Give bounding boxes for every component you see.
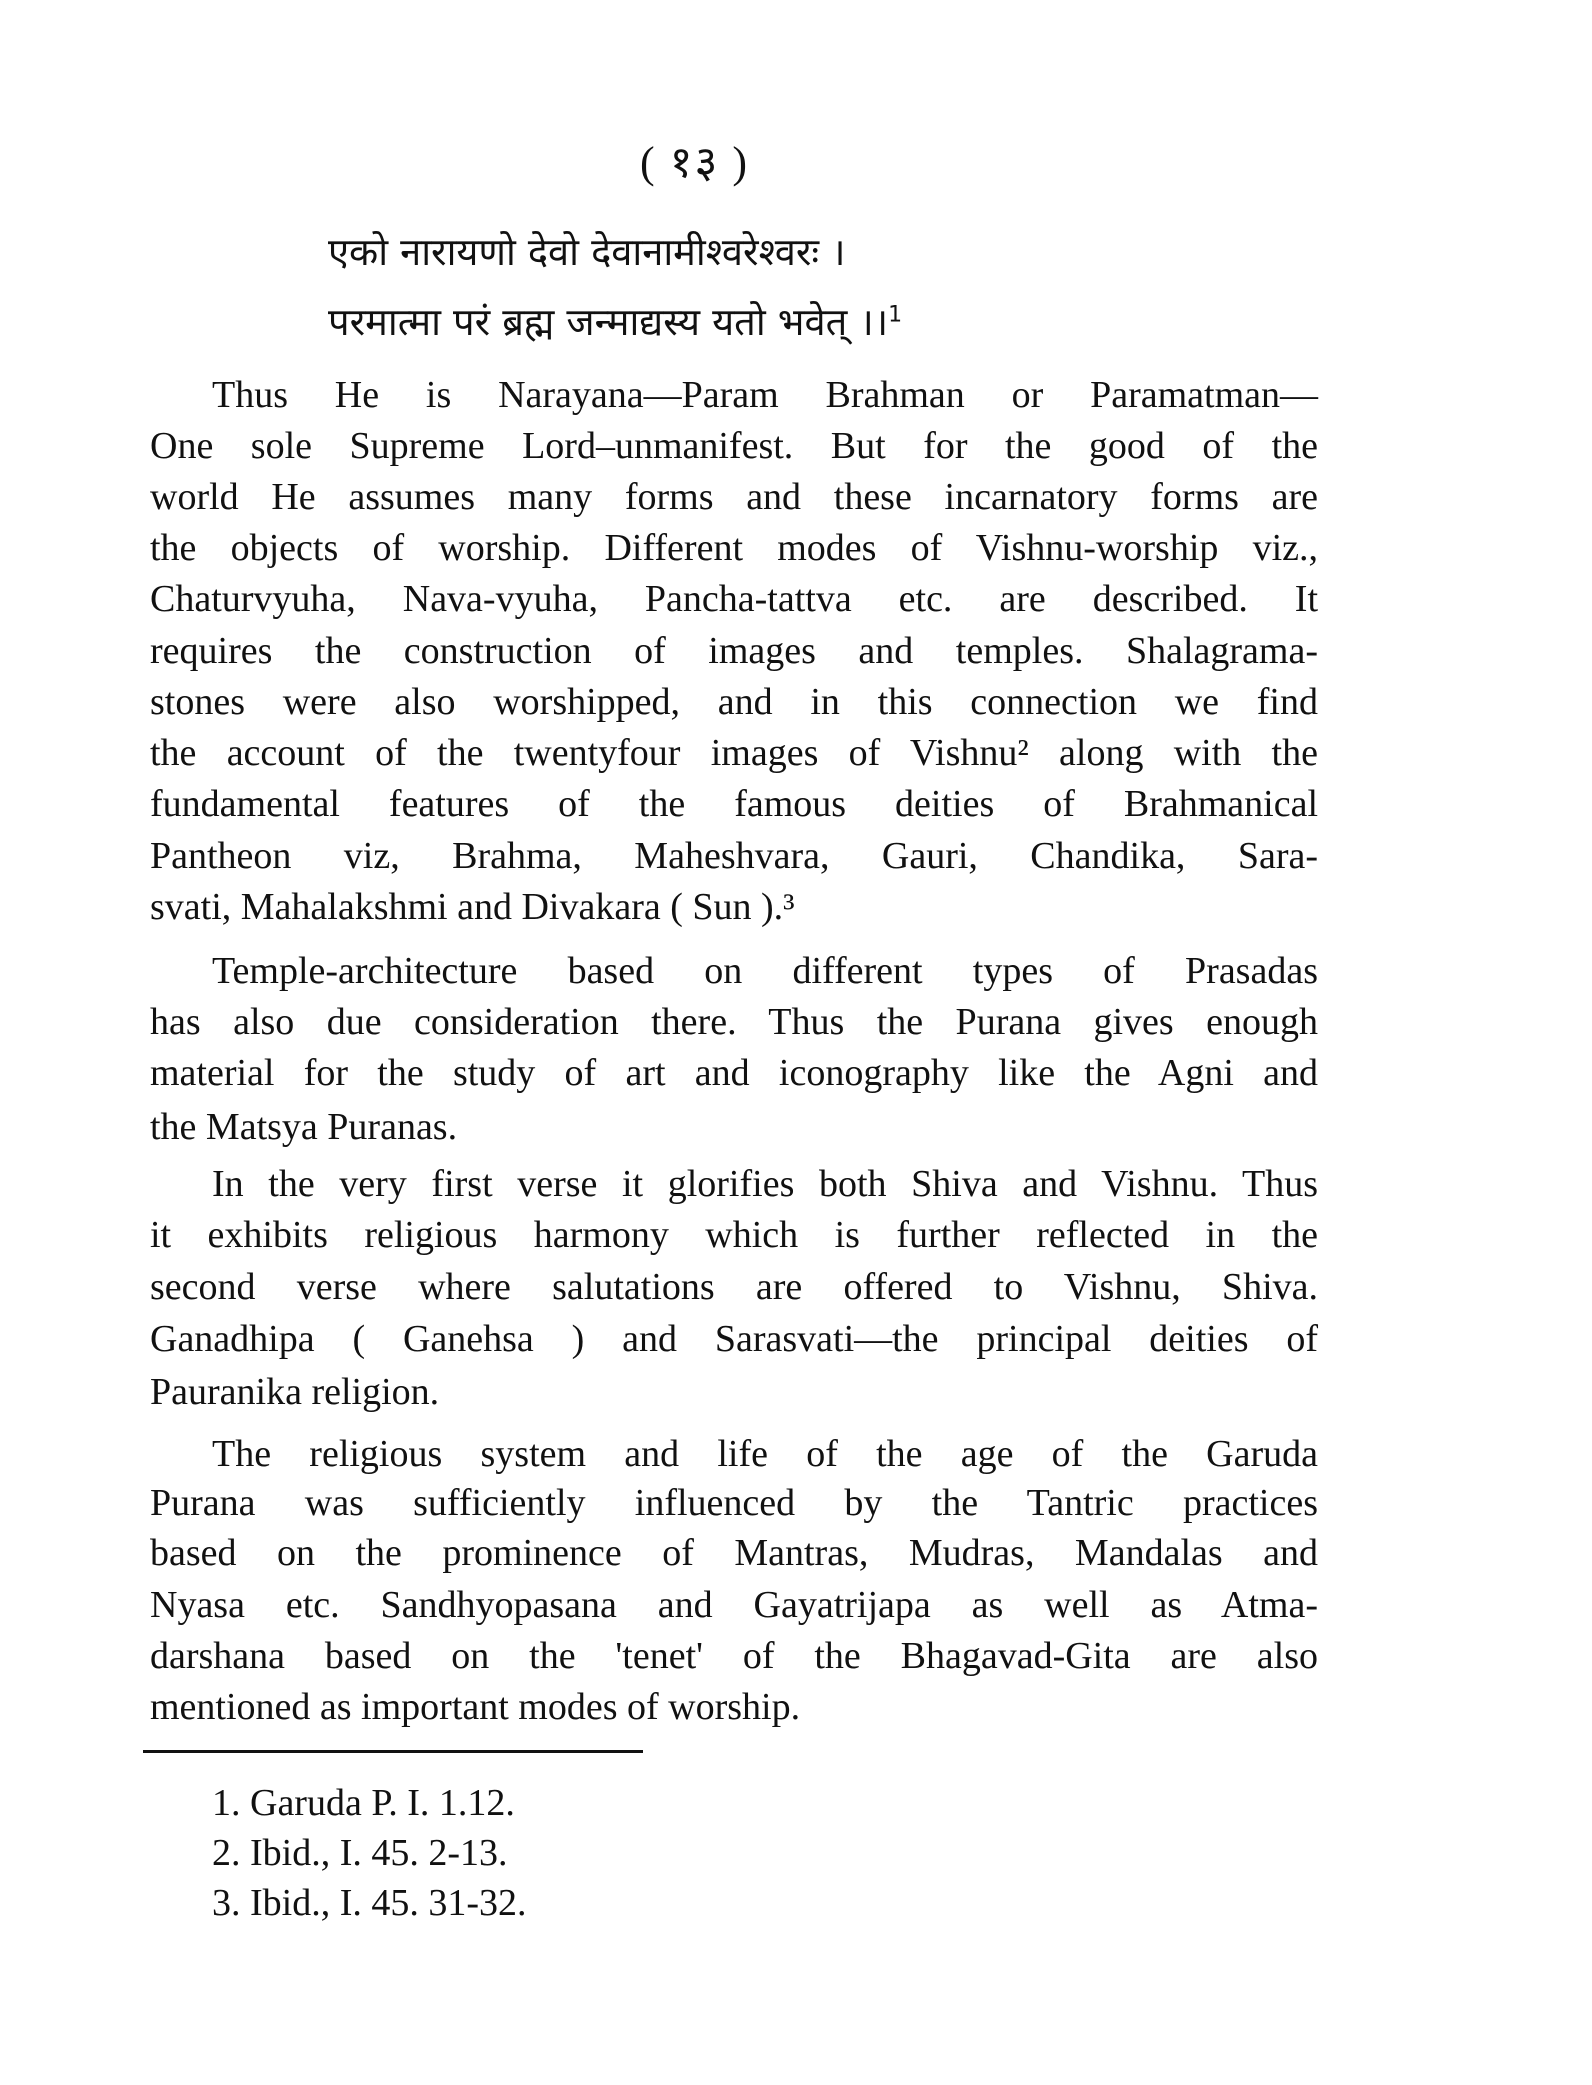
paragraph-3-line: it exhibits religious harmony which is further reflected in the	[150, 1214, 1318, 1256]
paragraph-4-line: darshana based on the 'tenet' of the Bhagavad-Gita are also	[150, 1635, 1318, 1677]
verse-text: परमात्मा परं ब्रह्म जन्माद्यस्य यतो भवेत् ।।	[328, 300, 889, 344]
paragraph-4-line: mentioned as important modes of worship.	[150, 1686, 801, 1728]
paragraph-1-line: the account of the twentyfour images of Vishnu² along with the	[150, 732, 1318, 774]
paragraph-1-line: One sole Supreme Lord–unmanifest. But for the good of the	[150, 425, 1318, 467]
paragraph-2-line: Temple-architecture based on different types of Prasadas	[212, 950, 1318, 992]
paragraph-1-line: Chaturvyuha, Nava-vyuha, Pancha-tattva etc. are described. It	[150, 578, 1318, 620]
paragraph-4-line: Purana was sufficiently influenced by the Tantric practices	[150, 1482, 1318, 1524]
paragraph-2-line: material for the study of art and iconography like the Agni and	[150, 1052, 1318, 1094]
paragraph-4-line: The religious system and life of the age of the Garuda	[212, 1433, 1318, 1475]
footnote-3: 3. Ibid., I. 45. 31-32.	[212, 1882, 527, 1924]
paragraph-1-line: svati, Mahalakshmi and Divakara ( Sun ).³	[150, 886, 795, 928]
page-number: ( १३ )	[640, 138, 750, 187]
footnote-ref: 1	[888, 302, 903, 328]
footnote-divider	[143, 1750, 643, 1753]
paragraph-2-line: has also due consideration there. Thus the Purana gives enough	[150, 1001, 1318, 1043]
footnote-2: 2. Ibid., I. 45. 2-13.	[212, 1832, 508, 1874]
paragraph-1-line: fundamental features of the famous deities of Brahmanical	[150, 783, 1318, 825]
paragraph-1-line: Thus He is Narayana—Param Brahman or Paramatman—	[212, 374, 1318, 416]
paragraph-2-line: the Matsya Puranas.	[150, 1106, 458, 1148]
paragraph-1-line: Pantheon viz, Brahma, Maheshvara, Gauri, Chandika, Sara-	[150, 835, 1318, 877]
paragraph-3-line: Ganadhipa ( Ganehsa ) and Sarasvati—the principal deities of	[150, 1318, 1318, 1360]
paragraph-1-line: the objects of worship. Different modes of Vishnu-worship viz.,	[150, 527, 1318, 569]
sanskrit-verse-line-1: एको नारायणो देवो देवानामीश्वरेश्वरः ।	[328, 230, 846, 274]
footnote-1: 1. Garuda P. I. 1.12.	[212, 1782, 515, 1824]
paragraph-1-line: world He assumes many forms and these incarnatory forms are	[150, 476, 1318, 518]
paragraph-3-line: Pauranika religion.	[150, 1371, 440, 1413]
paragraph-1-line: stones were also worshipped, and in this connection we find	[150, 681, 1318, 723]
sanskrit-verse-line-2	[328, 296, 902, 348]
paragraph-4-line: Nyasa etc. Sandhyopasana and Gayatrijapa as well as Atma-	[150, 1584, 1318, 1626]
paragraph-3-line: second verse where salutations are offered to Vishnu, Shiva.	[150, 1266, 1318, 1308]
paragraph-1-line: requires the construction of images and temples. Shalagrama-	[150, 630, 1318, 672]
paragraph-3-line: In the very first verse it glorifies both Shiva and Vishnu. Thus	[212, 1163, 1318, 1205]
paragraph-4-line: based on the prominence of Mantras, Mudras, Mandalas and	[150, 1532, 1318, 1574]
